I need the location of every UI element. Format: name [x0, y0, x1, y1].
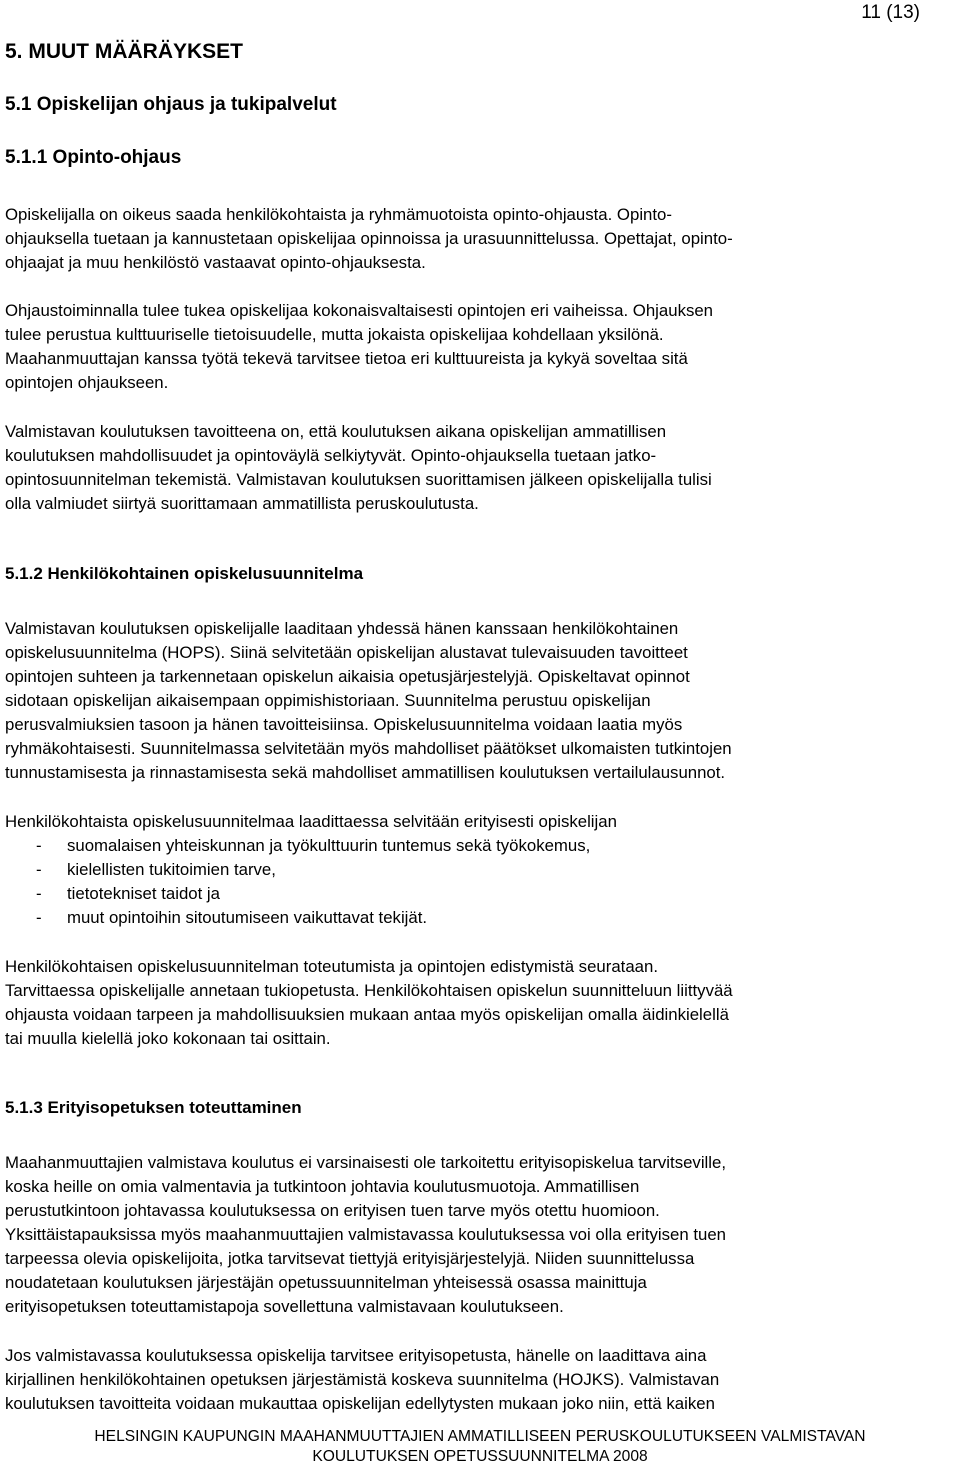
text-line: tai muulla kielellä joko kokonaan tai osittain. — [5, 1029, 331, 1048]
text-line: Henkilökohtaisen opiskelusuunnitelman toteutumista ja opintojen edistymistä seurataan. — [5, 957, 658, 976]
paragraph-hojks — [5, 1344, 719, 1416]
section-heading-5-1-2: 5.1.2 Henkilökohtainen opiskelusuunnitelma — [5, 564, 364, 583]
text-line: olla valmiudet siirtyä suorittamaan ammatillista peruskoulutusta. — [5, 494, 479, 513]
text-line: erityisopetuksen toteuttamistapoja sovellettuna valmistavaan koulutukseen. — [5, 1297, 564, 1316]
text-line: Maahanmuuttajien valmistava koulutus ei varsinaisesti ole tarkoitettu erityisopiskelua tarvitseville, — [5, 1153, 726, 1172]
text-line: kirjallinen henkilökohtainen opetuksen järjestämistä koskeva suunnitelma (HOJKS). Valmistavan — [5, 1370, 720, 1389]
list-item-text: tietotekniset taidot ja — [67, 884, 220, 903]
page-footer — [0, 1427, 960, 1467]
hops-selvitys-list — [5, 834, 590, 930]
footer-line: HELSINGIN KAUPUNGIN MAAHANMUUTTAJIEN AMMATILLISEEN PERUSKOULUTUKSEEN VALMISTAVAN — [94, 1428, 866, 1445]
text-line: Henkilökohtaista opiskelusuunnitelmaa laadittaessa selvitään erityisesti opiskelijan — [5, 812, 617, 831]
list-item-text: kielellisten tukitoimien tarve, — [67, 860, 276, 879]
list-bullet: - — [36, 836, 42, 855]
text-line: koulutuksen tavoitteita voidaan mukauttaa opiskelijan edellytysten mukaan joko niin, että kaiken — [5, 1394, 715, 1413]
section-heading-5-1-3: 5.1.3 Erityisopetuksen toteuttaminen — [5, 1098, 302, 1117]
text-line: Maahanmuuttajan kanssa työtä tekevä tarvitsee tietoa eri kulttuureista ja kykyä soveltaa sitä — [5, 349, 688, 368]
page-number: 11 (13) — [861, 2, 920, 23]
list-bullet: - — [36, 860, 42, 879]
list-bullet: - — [36, 908, 42, 927]
list-bullet: - — [36, 884, 42, 903]
text-line: noudatetaan koulutuksen järjestäjän opetussuunnitelman yhteisessä osassa mainittuja — [5, 1273, 647, 1292]
paragraph-tavoitteet — [5, 420, 712, 516]
text-line: koska heille on omia valmentavia ja tutkintoon johtavia koulutusmuotoja. Ammatillisen — [5, 1177, 640, 1196]
text-line: sidotaan opiskelijan aikaisempaan oppimishistoriaan. Suunnitelma perustuu opiskelijan — [5, 691, 651, 710]
section-heading-5-1: 5.1 Opiskelijan ohjaus ja tukipalvelut — [5, 94, 337, 115]
paragraph-hops-selvitys-intro — [5, 810, 617, 834]
text-line: tarpeessa olevia opiskelijoita, jotka tarvitsevat tiettyjä erityisjärjestelyjä. Niiden suunnittelussa — [5, 1249, 695, 1268]
text-line: ohjausta voidaan tarpeen ja mahdollisuuksien mukaan antaa myös opiskelijan omalla äidinkielellä — [5, 1005, 729, 1024]
text-line: ohjauksella tuetaan ja kannustetaan opiskelijaa opinnoissa ja urasuunnittelussa. Opettajat, opinto- — [5, 229, 733, 248]
paragraph-seuranta — [5, 955, 733, 1051]
text-line: ryhmäkohtaisesti. Suunnitelmassa selvitetään myös mahdolliset päätökset ulkomaisten tutkintojen — [5, 739, 732, 758]
text-line: tunnustamisesta ja rinnastamisesta sekä mahdolliset ammatillisen koulutuksen vertailulausunnot. — [5, 763, 726, 782]
paragraph-ohjaustoiminta — [5, 299, 713, 395]
text-line: tulee perustua kulttuuriselle tietoisuudelle, mutta jokaista opiskelijaa kohdellaan yksilönä. — [5, 325, 664, 344]
text-line: Opiskelijalla on oikeus saada henkilökohtaista ja ryhmämuotoista opinto-ohjausta. Opinto- — [5, 205, 672, 224]
list-item-text: muut opintoihin sitoutumiseen vaikuttavat tekijät. — [67, 908, 428, 927]
section-heading-5: 5. MUUT MÄÄRÄYKSET — [5, 40, 244, 63]
text-line: perustutkintoon johtavassa koulutuksessa on erityisen tuen tarve myös otettu huomioon. — [5, 1201, 660, 1220]
text-line: opintojen suhteen ja tarkennetaan opiskelun aikaisia opetusjärjestelyjä. Opiskeltavat opinnot — [5, 667, 690, 686]
list-item — [5, 906, 590, 930]
text-line: Tarvittaessa opiskelijalle annetaan tukiopetusta. Henkilökohtaisen opiskelun suunnitteluun liittyvää — [5, 981, 733, 1000]
text-line: Ohjaustoiminnalla tulee tukea opiskelijaa kokonaisvaltaisesti opintojen eri vaiheissa. Ohjauksen — [5, 301, 714, 320]
text-line: koulutuksen mahdollisuudet ja opintoväylä selkiytyvät. Opinto-ohjauksella tuetaan jatko- — [5, 446, 657, 465]
list-item — [5, 882, 590, 906]
text-line: Yksittäistapauksissa myös maahanmuuttajien valmistavassa koulutuksessa voi olla erityisen tuen — [5, 1225, 727, 1244]
text-line: ohjaajat ja muu henkilöstö vastaavat opinto-ohjauksesta. — [5, 253, 426, 272]
list-item — [5, 834, 590, 858]
text-line: opintosuunnitelman tekemistä. Valmistavan koulutuksen suorittamisen jälkeen opiskelijalla tulisi — [5, 470, 712, 489]
text-line: opiskelusuunnitelma (HOPS). Siinä selvitetään opiskelijan alustavat tulevaisuuden tavoitteet — [5, 643, 688, 662]
text-line: Valmistavan koulutuksen tavoitteena on, että koulutuksen aikana opiskelijan ammatillisen — [5, 422, 667, 441]
paragraph-erityisopetus — [5, 1151, 726, 1319]
text-line: opintojen ohjaukseen. — [5, 373, 169, 392]
paragraph-opinto-ohjaus-intro — [5, 203, 733, 275]
text-line: perusvalmiuksien tasoon ja hänen tavoitteisiinsa. Opiskelusuunnitelma voidaan laatia myös — [5, 715, 683, 734]
footer-line: KOULUTUKSEN OPETUSSUUNNITELMA 2008 — [312, 1448, 648, 1465]
list-item-text: suomalaisen yhteiskunnan ja työkulttuurin tuntemus sekä työkokemus, — [67, 836, 591, 855]
section-heading-5-1-1: 5.1.1 Opinto-ohjaus — [5, 147, 182, 168]
text-line: Valmistavan koulutuksen opiskelijalle laaditaan yhdessä hänen kanssaan henkilökohtainen — [5, 619, 679, 638]
text-line: Jos valmistavassa koulutuksessa opiskelija tarvitsee erityisopetusta, hänelle on laadittava aina — [5, 1346, 707, 1365]
list-item — [5, 858, 590, 882]
paragraph-hops — [5, 617, 732, 785]
